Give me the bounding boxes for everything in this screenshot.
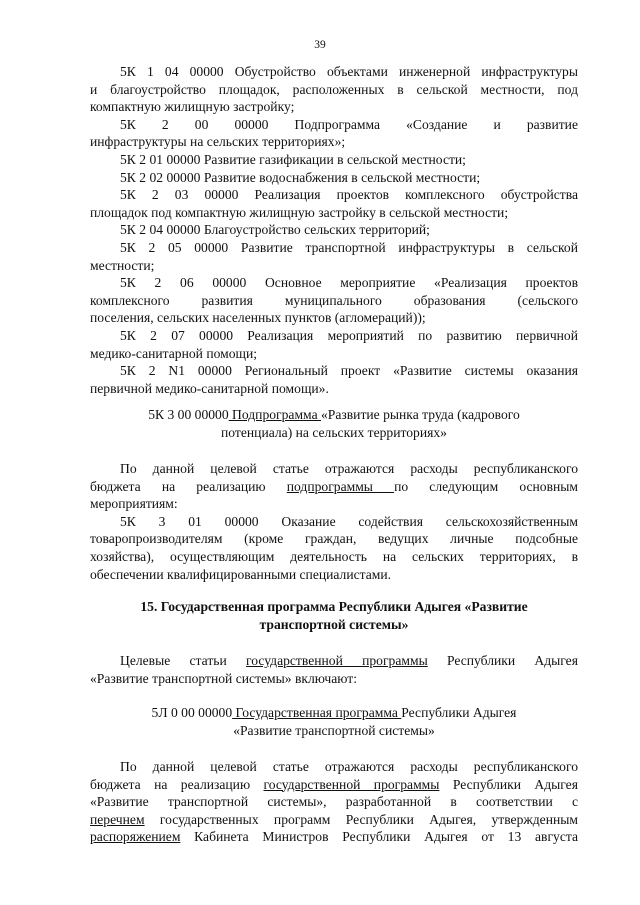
subprogram-title-line2: потенциала) на сельских территориях» <box>221 424 447 440</box>
paragraph-line: 5К 3 01 00000 Оказание содействия сельскохозяйственным <box>120 513 578 529</box>
article-line: 5К 2 N1 00000 Региональный проект «Развитие системы оказания <box>120 363 578 379</box>
article-line: 5К 2 00 00000 Подпрограмма «Создание и развитие <box>120 116 578 132</box>
program-description <box>90 758 578 846</box>
subprogram-link[interactable]: подпрограммы <box>286 478 395 494</box>
section-heading <box>90 598 578 633</box>
paragraph-line: «Развитие транспортной системы» включают: <box>90 670 357 686</box>
page-number: 39 <box>314 39 326 51</box>
paragraph-line: По данной целевой статье отражаются расходы республиканского <box>120 461 578 476</box>
paragraph-line: хозяйства), осуществляющим деятельность на сельских территориях, в <box>90 548 578 564</box>
paragraph-line: товаропроизводителям (кроме граждан, ведущих личные подсобные <box>90 531 578 547</box>
subprogram-title-part: «Развитие рынка труда (кадрового <box>321 407 520 422</box>
article-line: 5К 2 05 00000 Развитие транспортной инфраструктуры в сельской <box>120 239 578 255</box>
program-link[interactable]: государственной программы <box>245 653 428 668</box>
article-line: площадок под компактную жилищную застройку в сельской местности; <box>90 204 509 220</box>
article-line: и благоустройство площадок, расположенных в сельской местности, под <box>90 81 578 97</box>
paragraph-line: мероприятиям: <box>90 496 178 512</box>
text-span: бюджета на реализацию <box>90 478 266 494</box>
order-link[interactable]: распоряжением <box>90 829 181 845</box>
paragraph-line <box>90 652 578 670</box>
program-code: 5Л 0 00 00000 <box>151 705 233 720</box>
paragraph-line <box>90 811 578 829</box>
article-line: 5К 2 06 00000 Основное мероприятие «Реализация проектов <box>120 275 578 291</box>
article-line: инфраструктуры на сельских территориях»; <box>90 134 346 150</box>
target-articles-list <box>90 63 578 397</box>
program-title-part: Республики Адыгея <box>401 705 517 720</box>
subprogram-link[interactable]: Подпрограмма <box>228 407 321 422</box>
article-line: 5К 1 04 00000 Обустройство объектами инженерной инфраструктуры <box>120 64 578 79</box>
program-heading <box>90 704 578 739</box>
article-line: первичной медико-санитарной помощи». <box>90 380 329 396</box>
text-span: бюджета на реализацию <box>90 776 264 792</box>
article-line: компактную жилищную застройку; <box>90 99 295 115</box>
text-span: государственных программ Республики Адыгея, утвержденным <box>159 811 578 827</box>
program-intro <box>90 652 578 687</box>
paragraph-line <box>90 478 578 496</box>
article-line: 5К 2 02 00000 Развитие водоснабжения в сельской местности; <box>120 169 481 185</box>
program-link[interactable]: государственной программы <box>263 776 440 792</box>
paragraph-line <box>90 828 578 846</box>
article-line: поселения, сельских населенных пунктов (агломераций)); <box>90 310 426 326</box>
text-span: Кабинета Министров Республики Адыгея от 13 августа <box>194 829 578 845</box>
text-span: по следующим основным <box>394 478 578 494</box>
article-line: местности; <box>90 257 155 273</box>
article-line: 5К 2 07 00000 Реализация мероприятий по развитию первичной <box>120 327 578 343</box>
paragraph-line: обеспечении квалифицированными специалистами. <box>90 566 392 582</box>
section-heading-line1: 15. Государственная программа Республики Адыгея «Развитие <box>140 599 528 614</box>
section-heading-line2: транспортной системы» <box>259 616 409 632</box>
program-link[interactable]: Государственная программа <box>232 705 402 720</box>
article-line: медико-санитарной помощи; <box>90 345 258 361</box>
text-span: Республики Адыгея <box>446 653 578 668</box>
list-link[interactable]: перечнем <box>90 811 145 827</box>
subprogram-description <box>90 460 578 583</box>
text-span: Целевые статьи <box>120 653 246 668</box>
article-line: 5К 2 01 00000 Развитие газификации в сельской местности; <box>120 151 466 167</box>
paragraph-line: По данной целевой статье отражаются расходы республиканского <box>120 759 578 774</box>
program-title-line2: «Развитие транспортной системы» <box>233 722 435 738</box>
subprogram-code: 5К 3 00 00000 <box>148 407 229 422</box>
paragraph-line <box>90 776 578 794</box>
subprogram-heading <box>90 406 578 441</box>
text-span: Республики Адыгея <box>452 776 578 792</box>
article-line: комплексного развития муниципального образования (сельского <box>90 292 578 308</box>
article-line: 5К 2 03 00000 Реализация проектов комплексного обустройства <box>120 187 578 203</box>
paragraph-line: «Развитие транспортной системы», разработанной в соответствии с <box>90 794 578 810</box>
article-line: 5К 2 04 00000 Благоустройство сельских территорий; <box>120 222 430 238</box>
